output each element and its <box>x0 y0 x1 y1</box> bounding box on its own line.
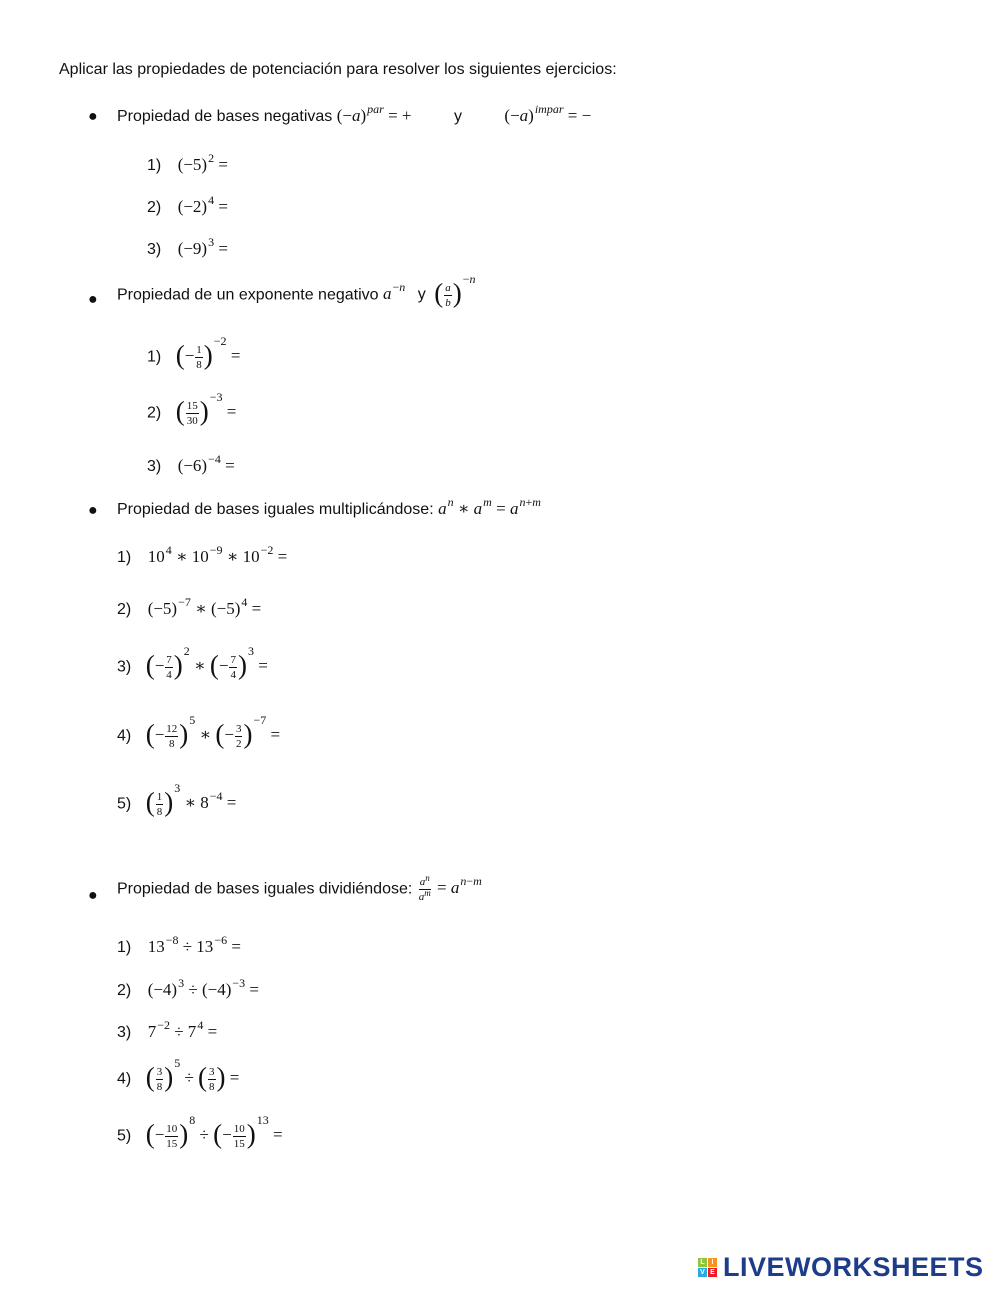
exercise-item <box>147 390 237 429</box>
item-number: 2) <box>117 601 132 618</box>
connector: y <box>453 108 462 125</box>
item-number: 1) <box>117 939 132 956</box>
item-number: 3) <box>117 658 132 676</box>
exercise-item <box>117 933 241 957</box>
formula-multiply: $a^n$ ∗ $a^m = a^{n+m}$ <box>438 495 541 518</box>
exercise-item <box>117 1113 283 1152</box>
math-expression: (− $\frac{7}{4}$ )$^2$ ∗ (− $\frac{7}{4}$ )$^3$ = <box>145 644 268 681</box>
bullet: ● <box>88 502 98 519</box>
exercise-item <box>117 1056 240 1095</box>
math-expression: ( $\frac{15}{30}$ )$^{-3}$ = <box>175 390 237 427</box>
exercise-item <box>117 976 259 1000</box>
math-expression: (− $\frac{12}{8}$ )$^5$ ∗ (− $\frac{3}{2}$ )$^{-7}$ = <box>145 713 281 750</box>
math-expression: $(-6)^{-4}$ = <box>177 452 235 475</box>
item-number: 5) <box>117 795 132 813</box>
section-label: Propiedad de un exponente negativo <box>117 286 379 304</box>
math-expression: $7^{-2} \div 7^4$ = <box>147 1018 218 1041</box>
section-negative-exponent-heading <box>117 272 476 311</box>
math-expression: $(-5)^{-7}$ ∗ $(-5)^4$ = <box>147 595 262 618</box>
logo-text: LIVEWORKSHEETS <box>723 1252 984 1282</box>
exercise-item <box>117 1018 218 1042</box>
formula-divide: $\frac{a^n}{a^m}$ = $a^{n-m}$ <box>418 873 482 903</box>
item-number: 4) <box>117 1070 132 1088</box>
formula-fraction-neg-exp: ( $\frac{a}{b}$ )$^{-n}$ <box>434 272 476 309</box>
instruction-text: Aplicar las propiedades de potenciación para resolver los siguientes ejercicios: <box>59 61 617 78</box>
exercise-item <box>117 644 268 683</box>
section-negative-bases-heading <box>117 102 592 126</box>
logo-letter: E <box>708 1268 717 1277</box>
math-expression: $(-5)^2$ = <box>177 151 228 174</box>
formula-even: $(-a)^{par}$ = + <box>336 102 412 125</box>
math-expression: $(-2)^4$ = <box>177 193 228 216</box>
math-expression: (− $\frac{10}{15}$ )$^8$ ÷ (− $\frac{10}{15}$ )$^{13}$ = <box>145 1113 283 1150</box>
exercise-item <box>147 235 228 259</box>
section-divide-heading <box>117 873 482 903</box>
logo-mark-icon <box>698 1258 717 1277</box>
section-label: Propiedad de bases negativas <box>117 108 333 125</box>
item-number: 4) <box>117 727 132 745</box>
item-number: 2) <box>117 982 132 999</box>
bullet: ● <box>88 887 98 904</box>
logo-letter: L <box>698 1258 707 1267</box>
exercise-item <box>117 595 262 619</box>
item-number: 5) <box>117 1127 132 1145</box>
bullet: ● <box>88 108 98 125</box>
math-expression: $(-4)^3 \div (-4)^{-3}$ = <box>147 976 259 999</box>
exercise-item <box>147 151 228 175</box>
section-label: Propiedad de bases iguales multiplicándose: <box>117 501 434 518</box>
formula-neg-exp: $a^{-n}$ <box>383 280 406 304</box>
bullet: ● <box>88 291 98 308</box>
item-number: 3) <box>117 1024 132 1041</box>
math-expression: ( $\frac{3}{8}$ )$^5$ ÷ ( $\frac{3}{8}$ ) = <box>145 1056 240 1093</box>
exercise-item <box>117 543 288 567</box>
logo-letter: V <box>698 1268 707 1277</box>
item-number: 1) <box>147 157 162 174</box>
exercise-item <box>147 193 228 217</box>
exercise-item <box>147 334 241 373</box>
math-expression: $(-9)^3$ = <box>177 235 228 258</box>
formula-odd: $(-a)^{impar}$ = − <box>504 102 592 125</box>
item-number: 3) <box>147 458 162 475</box>
connector: y <box>417 286 426 304</box>
item-number: 2) <box>147 199 162 216</box>
item-number: 2) <box>147 404 162 422</box>
math-expression: $13^{-8} \div 13^{-6}$ = <box>147 933 241 956</box>
math-expression: $10^4$ ∗ $10^{-9}$ ∗ $10^{-2}$ = <box>147 543 288 566</box>
math-expression: ( $\frac{1}{8}$ )$^3$ ∗ $8^{-4}$ = <box>145 781 237 818</box>
exercise-item <box>117 713 281 752</box>
logo-letter: I <box>708 1258 717 1267</box>
math-expression: (− $\frac{1}{8}$ )$^{-2}$ = <box>175 334 241 371</box>
item-number: 1) <box>147 348 162 366</box>
exercise-item <box>117 781 237 820</box>
liveworksheets-logo <box>698 1252 984 1283</box>
item-number: 3) <box>147 241 162 258</box>
exercise-item <box>147 452 235 476</box>
section-multiply-heading <box>117 495 541 519</box>
section-label: Propiedad de bases iguales dividiéndose: <box>117 880 413 898</box>
item-number: 1) <box>117 549 132 566</box>
